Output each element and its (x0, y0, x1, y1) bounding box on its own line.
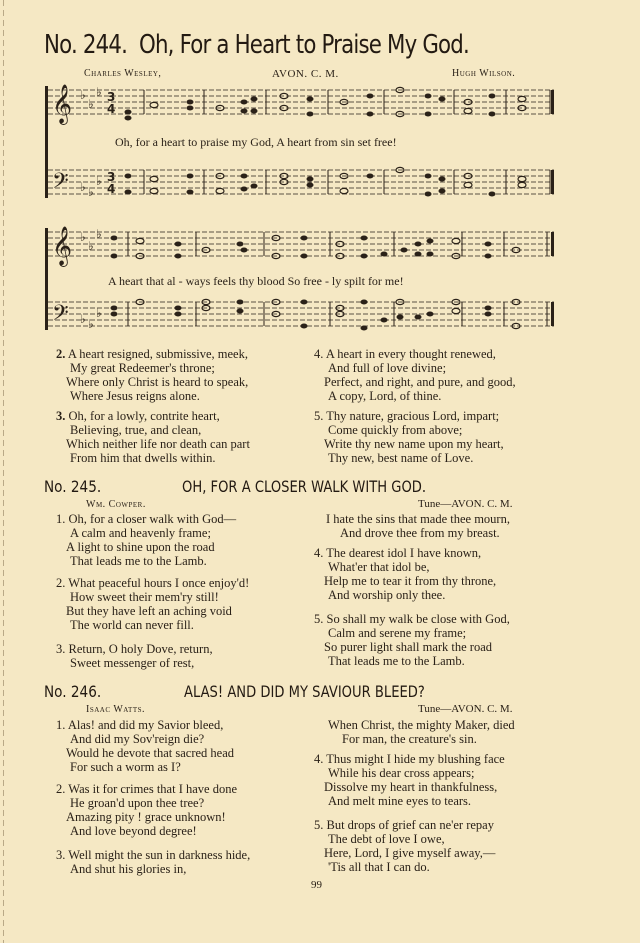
hymn-245-title: OH, FOR A CLOSER WALK WITH GOD. (182, 477, 427, 496)
verse-line: Thy nature, gracious Lord, impart; (326, 409, 500, 423)
verse-line: Come quickly from above; (328, 423, 463, 437)
verse-line: He groan'd upon thee tree? (70, 796, 205, 810)
verse-line: 'Tis all that I can do. (328, 860, 430, 874)
stanza-number: 3. (56, 409, 66, 423)
hymn-244-stanza-3 (56, 409, 250, 465)
svg-text:♭: ♭ (80, 180, 86, 194)
verse-line: So purer light shall mark the road (324, 640, 493, 654)
hymn-246-stanza-5 (314, 818, 495, 874)
verse-line: Help me to tear it from thy throne, (324, 574, 497, 588)
verse-line: Oh, for a lowly, contrite heart, (68, 409, 220, 423)
verse-line: My great Redeemer's throne; (70, 361, 215, 375)
hymn-245-stanza-3 (56, 642, 213, 670)
page-number: 99 (311, 879, 322, 891)
svg-text:♭: ♭ (88, 317, 94, 331)
verse-line: How sweet their mem'ry still! (70, 590, 219, 604)
verse-line: That leads me to the Lamb. (70, 554, 207, 568)
verse-line: Would he devote that sacred head (66, 746, 235, 760)
stanza-number: 2. (56, 782, 66, 796)
hymn-244-heading (44, 30, 469, 60)
verse-line: That leads me to the Lamb. (328, 654, 465, 668)
verse-line: Amazing pity ! grace unknown! (66, 810, 226, 824)
hymn-244-lyric-line-2: A heart that al - ways feels thy blood So free - ly spilt for me! (108, 274, 404, 288)
verse-line: And drove thee from my breast. (340, 526, 500, 540)
hymn-244-number: No. 244. (44, 30, 128, 60)
hymn-244-author: Charles Wesley, (84, 68, 162, 79)
verse-line: Perfect, and right, and pure, and good, (324, 375, 516, 389)
verse-line: So shall my walk be close with God, (326, 612, 510, 626)
svg-text:4: 4 (107, 102, 116, 116)
verse-line: Thus might I hide my blushing face (326, 752, 505, 766)
hymn-245-author: Wm. Cowper. (86, 499, 146, 510)
hymn-245-number: No. 245. (44, 477, 102, 496)
svg-text:♭: ♭ (96, 227, 102, 241)
svg-text:♭: ♭ (96, 306, 102, 320)
svg-text:♭: ♭ (88, 185, 94, 199)
hymn-244-title: Oh, For a Heart to Praise My God. (139, 30, 469, 60)
verse-line: The dearest idol I have known, (326, 546, 482, 560)
page-edge (3, 0, 4, 943)
verse-line: For such a worm as I? (70, 760, 181, 774)
verse-line: Return, O holy Dove, return, (68, 642, 213, 656)
svg-text:𝄢: 𝄢 (52, 169, 69, 199)
verse-line: From him that dwells within. (70, 451, 216, 465)
verse-line: Which neither life nor death can part (66, 437, 250, 451)
verse-line: Sweet messenger of rest, (70, 656, 195, 670)
verse-line: A calm and heavenly frame; (70, 526, 211, 540)
verse-line: But drops of grief can ne'er repay (326, 818, 494, 832)
hymn-245-stanza-2 (56, 576, 249, 632)
stanza-number: 1. (56, 512, 66, 526)
stanza-number: 3. (56, 848, 66, 862)
stanza-number: 5. (314, 612, 324, 626)
verse-line: Well might the sun in darkness hide, (68, 848, 251, 862)
verse-line: And love beyond degree! (70, 824, 197, 838)
verse-line: Believing, true, and clean, (70, 423, 202, 437)
stanza-number: 5. (314, 818, 324, 832)
verse-line: Where Jesus reigns alone. (70, 389, 200, 403)
verse-line: A light to shine upon the road (66, 540, 215, 554)
hymn-244-stanza-5 (314, 409, 504, 465)
svg-text:3: 3 (107, 170, 116, 184)
stanza-number: 4. (314, 752, 324, 766)
verse-line: A heart in every thought renewed, (325, 347, 496, 361)
hymn-246-stanza-1 (56, 718, 234, 774)
svg-text:♭: ♭ (80, 88, 86, 102)
stanza-number: 4. (314, 347, 324, 361)
verse-line: Calm and serene my frame; (328, 626, 467, 640)
verse-line: Alas! and did my Savior bleed, (67, 718, 224, 732)
verse-line: And did my Sov'reign die? (70, 732, 205, 746)
hymn-245-stanza-4 (314, 546, 496, 602)
hymn-244-tune: AVON. C. M. (272, 68, 339, 80)
hymn-244-stanza-2 (56, 347, 248, 403)
hymn-246-stanza-2 (56, 782, 237, 838)
stanza-number: 4. (314, 546, 324, 560)
verse-line: A copy, Lord, of thine. (328, 389, 442, 403)
hymn-245-tune: Tune—AVON. C. M. (418, 498, 513, 510)
verse-line: When Christ, the mighty Maker, died (328, 718, 515, 732)
verse-line: And melt mine eyes to tears. (328, 794, 472, 808)
svg-text:♭: ♭ (80, 312, 86, 326)
hymn-246-author: Isaac Watts. (86, 704, 145, 715)
verse-line: The world can never fill. (70, 618, 194, 632)
hymn-246-stanza-4 (314, 752, 505, 808)
stanza-number: 2. (56, 347, 66, 361)
svg-text:3: 3 (107, 90, 116, 104)
stanza-number: 3. (56, 642, 66, 656)
verse-line: What'er that idol be, (328, 560, 430, 574)
stanza-number: 2. (56, 576, 66, 590)
verse-line: And shut his glories in, (70, 862, 187, 876)
hymn-246-tune: Tune—AVON. C. M. (418, 703, 513, 715)
verse-line: While his dear cross appears; (328, 766, 475, 780)
hymn-244-stanza-4 (314, 347, 516, 403)
hymn-246-stanza-3 (56, 848, 250, 876)
verse-line: Here, Lord, I give myself away,— (324, 846, 496, 860)
verse-line: For man, the creature's sin. (342, 732, 477, 746)
verse-line: And worship only thee. (328, 588, 446, 602)
svg-text:𝄢: 𝄢 (52, 301, 69, 331)
svg-text:♭: ♭ (96, 85, 102, 99)
svg-text:♭: ♭ (88, 97, 94, 111)
svg-text:♭: ♭ (96, 174, 102, 188)
hymn-244-composer: Hugh Wilson. (452, 68, 516, 79)
hymn-245-stanza-5 (314, 612, 510, 668)
verse-line: Oh, for a closer walk with God— (68, 512, 237, 526)
hymn-245-stanza-3-cont (326, 512, 510, 540)
svg-text:𝄞: 𝄞 (52, 84, 73, 124)
verse-line: The debt of love I owe, (328, 832, 445, 846)
stanza-number: 5. (314, 409, 324, 423)
hymn-246-number: No. 246. (44, 682, 102, 701)
verse-line: Thy new, best name of Love. (328, 451, 474, 465)
hymn-246-title: ALAS! AND DID MY SAVIOUR BLEED? (184, 682, 425, 701)
svg-text:♭: ♭ (88, 239, 94, 253)
svg-text:4: 4 (107, 182, 116, 196)
verse-line: Was it for crimes that I have done (68, 782, 238, 796)
verse-line: What peaceful hours I once enjoy'd! (68, 576, 250, 590)
hymn-246-stanza-3-cont (328, 718, 515, 746)
svg-text:𝄞: 𝄞 (52, 226, 73, 266)
hymn-245-stanza-1 (56, 512, 236, 568)
verse-line: A heart resigned, submissive, meek, (67, 347, 248, 361)
verse-line: Where only Christ is heard to speak, (66, 375, 249, 389)
verse-line: Write thy new name upon my heart, (324, 437, 504, 451)
verse-line: I hate the sins that made thee mourn, (326, 512, 510, 526)
verse-line: Dissolve my heart in thankfulness, (324, 780, 498, 794)
stanza-number: 1. (56, 718, 66, 732)
hymn-244-lyric-line-1: Oh, for a heart to praise my God, A heart from sin set free! (115, 135, 397, 149)
svg-text:♭: ♭ (80, 230, 86, 244)
verse-line: And full of love divine; (328, 361, 447, 375)
verse-line: But they have left an aching void (66, 604, 232, 618)
